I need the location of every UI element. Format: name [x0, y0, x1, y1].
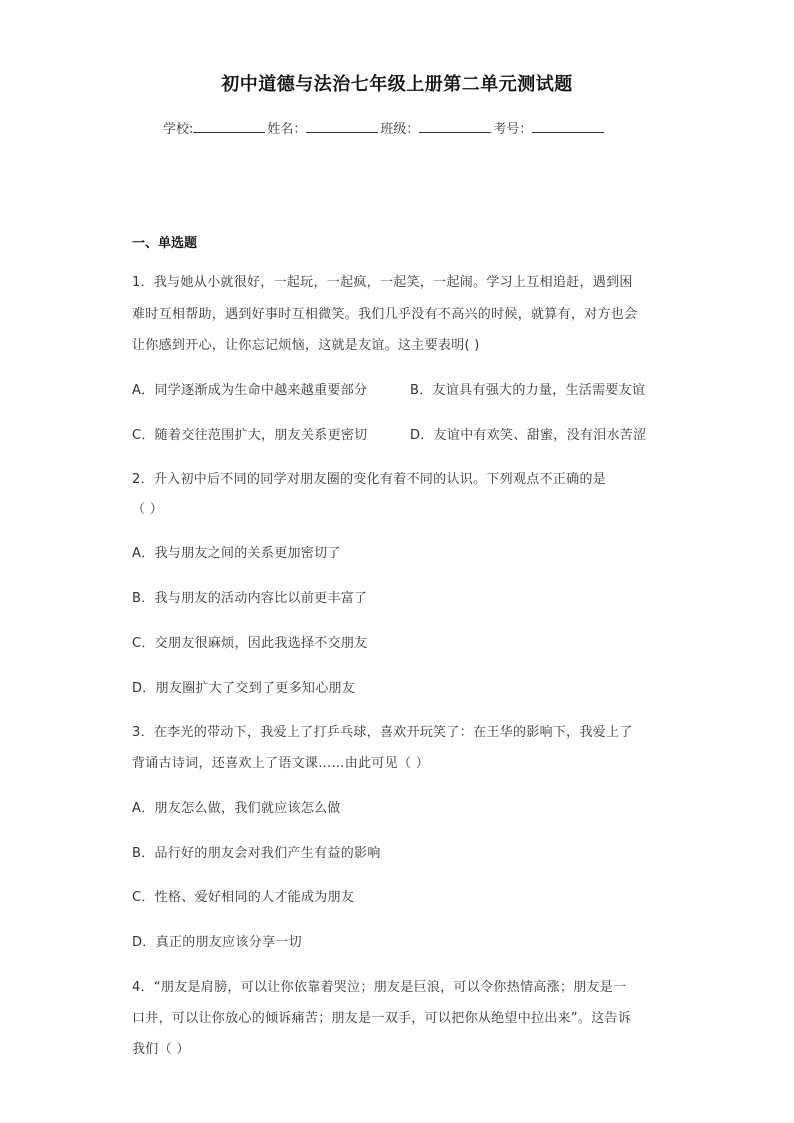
question-1-line-1: 1．我与她从小就很好，一起玩，一起疯，一起笑，一起闹。学习上互相追赶，遇到困 — [132, 275, 633, 290]
question-2-option-b: B．我与朋友的活动内容比以前更丰富了 — [132, 591, 368, 606]
question-4-line-2: 口井，可以让你放心的倾诉痛苦；朋友是一双手，可以把你从绝望中拉出来”。这告诉 — [132, 1011, 632, 1026]
question-1-line-3: 让你感到开心，让你忘记烦恼，这就是友谊。这主要表明( ) — [132, 338, 480, 353]
question-1-option-a: A．同学逐渐成为生命中越来越重要部分 — [132, 383, 368, 398]
question-3-line-1: 3．在李光的带动下，我爱上了打乒乓球，喜欢开玩笑了：在王华的影响下，我爱上了 — [132, 725, 633, 740]
page-title: 初中道德与法治七年级上册第二单元测试题 — [221, 74, 573, 95]
question-3-option-a: A．朋友怎么做，我们就应该怎么做 — [132, 801, 341, 816]
question-1-line-2: 难时互相帮助，遇到好事时互相微笑。我们几乎没有不高兴的时候，就算有，对方也会 — [132, 307, 638, 322]
question-2-option-c: C．交朋友很麻烦，因此我选择不交朋友 — [132, 636, 368, 651]
question-3-option-c: C．性格、爱好相同的人才能成为朋友 — [132, 890, 355, 905]
question-3-line-2: 背诵古诗词，还喜欢上了语文课……由此可见（ ） — [132, 756, 430, 771]
school-blank — [193, 120, 265, 133]
exam-no-label: 考号： — [493, 122, 533, 137]
question-2-line-1: 2．升入初中后不同的同学对朋友圈的变化有着不同的认识。下列观点不正确的是 — [132, 472, 607, 487]
exam-no-blank — [532, 120, 604, 133]
question-1-option-c: C．随着交往范围扩大，朋友关系更密切 — [132, 428, 368, 443]
school-label: 学校: — [163, 122, 194, 137]
question-1-option-d: D．友谊中有欢笑、甜蜜，没有泪水苦涩 — [410, 428, 647, 443]
name-blank — [306, 120, 378, 133]
question-3-option-d: D．真正的朋友应该分享一切 — [132, 935, 302, 950]
name-label: 姓名： — [267, 122, 307, 137]
student-info-row — [163, 118, 606, 137]
question-2-option-a: A．我与朋友之间的关系更加密切了 — [132, 546, 341, 561]
question-4-line-3: 我们（ ） — [132, 1042, 190, 1057]
section-heading: 一、单选题 — [132, 236, 198, 251]
class-label: 班级： — [380, 122, 420, 137]
question-2-option-d: D．朋友圈扩大了交到了更多知心朋友 — [132, 681, 356, 696]
class-blank — [419, 120, 491, 133]
question-4-line-1: 4．“朋友是肩膀，可以让你依靠着哭泣；朋友是巨浪，可以令你热情高涨；朋友是一 — [132, 980, 627, 995]
question-1-option-b: B．友谊具有强大的力量，生活需要友谊 — [410, 383, 646, 398]
question-3-option-b: B．品行好的朋友会对我们产生有益的影响 — [132, 846, 381, 861]
question-2-line-2: （ ） — [132, 502, 164, 517]
